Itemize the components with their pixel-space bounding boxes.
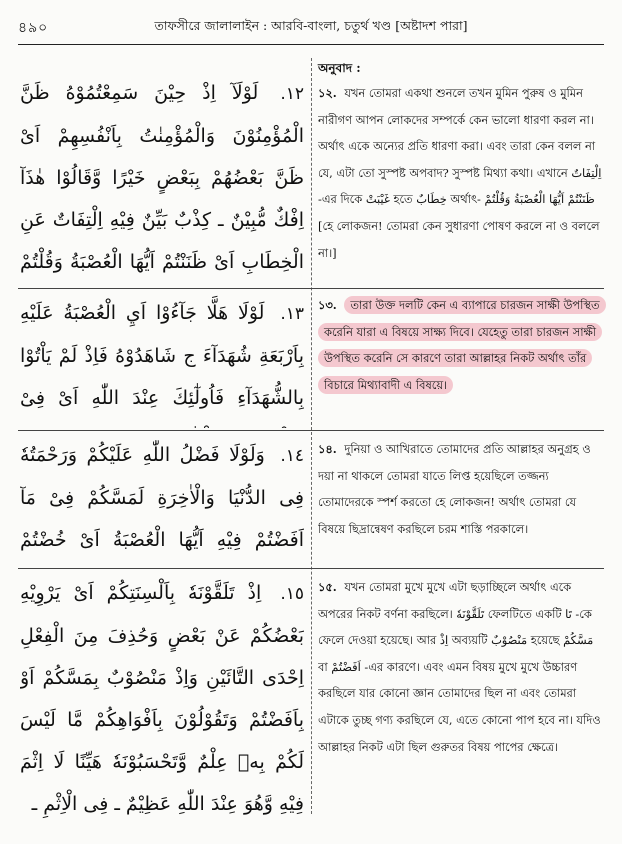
arabic-verse-14 xyxy=(20,434,304,566)
page-header xyxy=(18,16,604,40)
verse-separator xyxy=(18,430,604,431)
column-divider xyxy=(311,58,312,814)
bangla-verse-number: ১৫. xyxy=(318,580,337,594)
verse-separator xyxy=(18,568,604,569)
bangla-verse-number: ১২. xyxy=(318,86,337,100)
bangla-translation-text: দুনিয়া ও আখিরাতে তোমাদের প্রতি আল্লাহর অনুগ্রহ ও দয়া না থাকলে তোমরা যাতে লিপ্ত হয়েছিলে তজ্জন্য তোমাদেরকে স্পর্শ করতো হে লোকজন! অর্থাৎ তোমরা যে বিষয়ে ছিদ্রান্বেষণ করছিলে চরম শাস্তি পরকালে। xyxy=(318,442,591,536)
running-title: তাফসীরে জালালাইন : আরবি-বাংলা, চতুর্থ খণ্ড [অষ্টাদশ পারা] xyxy=(154,18,468,33)
arabic-verse-number: ١٣. xyxy=(280,304,304,324)
arabic-verse-12 xyxy=(20,72,304,280)
bangla-translation-13 xyxy=(318,292,606,428)
arabic-verse-15 xyxy=(20,572,304,822)
arabic-verse-text: لَوْلَا هَلَّا جَآءُوْا اَيِ الْعُصْبَةُ عَلَيْهِ بِاَرْبَعَةِ شُهَدَآءَ ج شَاهَدُوْهُ فَاِذْ لَمْ يَاْتُوْا بِالشُّهَدَآءِ فَاُولٰٓئِكَ عِنْدَ اللّٰهِ اَىْ فِىْ xyxy=(20,302,304,409)
header-rule xyxy=(18,44,604,45)
arabic-verse-13 xyxy=(20,292,304,428)
arabic-verse-text: اِذْ تَلَقَّوْنَهٗ بِاَلْسِنَتِكُمْ اَىْ يَرْوِيْهِ بَعْضُكُمْ عَنْ بَعْضٍ وَحُذِفَ مِنَ الْفِعْلِ اِحْدَى التَّائَيْنِ وَاِذْ مَنْصُوْبٌ بِمَسَّكُمْ اَوْ بِاَفَضْتُمْ وَتَقُوْلُوْنَ بِاَفْوَاهِكُمْ مَّا لَيْسَ لَكُمْ بِهٖ عِلْمٌ وَّتَحْسَبُوْنَهٗ هَيِّنًا لَا اِثْمَ فِيْهِ وَّهُوَ عِنْدَ اللّٰهِ عَظِيْمٌ ـ فِى الْاِثْمِ ـ xyxy=(20,582,304,815)
arabic-verse-text: وَلَوْلَا فَضْلُ اللّٰهِ عَلَيْكُمْ وَرَحْمَتُهٗ فِى الدُّنْيَا وَالْاٰخِرَةِ لَمَسَّكُمْ فِىْ مَآ اَفَضْتُمْ فِيْهِ اَيُّهَا الْعُصْبَةُ اَىْ خُضْتُمْ xyxy=(20,444,304,551)
page-number: ৪৯০ xyxy=(18,20,49,36)
bangla-translation-text: যখন তোমরা মুখে মুখে এটা ছড়াচ্ছিলে অর্থাৎ একে অপরের নিকট বর্ণনা করছিলে। تَلَقَّوْنَهٗ ফেলটিতে একটি تَا -কে ফেলে দেওয়া হয়েছে। আর اِذْ অব্যয়টি مَنْصُوْبٌ হয়েছে مَسَّكُمْ বা اَفَضْتُمْ -এর কারণে। এবং এমন বিষয় মুখে মুখে উচ্চারণ করছিলে যার কোনো জ্ঞান তোমাদের ছিল না এবং তোমরা এটাকে তুচ্ছ গণ্য করছিলে যে, এতে কোনো পাপ হবে না। যদিও আল্লাহর নিকট এটা ছিল গুরুতর বিষয় পাপের ক্ষেত্রে। xyxy=(318,580,601,754)
bangla-translation-15 xyxy=(318,574,606,822)
verse-separator xyxy=(18,288,604,289)
arabic-verse-number: ١٢. xyxy=(280,84,304,104)
bangla-translation-text: যখন তোমরা একথা শুনলে তখন মুমিন পুরুষ ও মুমিন নারীগণ আপন লোকদের সম্পর্কে কেন ভালো ধারণা করল না। অর্থাৎ একে অন্যের প্রতি ধারণা করা। এবং তারা কেন বলল না যে, এটা তো সুস্পষ্ট অপবাদ? সুস্পষ্ট মিথ্যা কথা। এখানে اِلْتِفَاتٌ -এর দিকে غَيْبَتْ হতে خِطَابٌ অর্থাৎ- ظَنَنْتُمْ اَيُّهَا الْعُصْبَةُ وَقُلْتُمْ [হে লোকজন! তোমরা কেন সুধারণা পোষণ করলে না ও বললে না।] xyxy=(318,86,602,260)
arabic-verse-number: ١٥. xyxy=(280,584,304,604)
arabic-verse-number: ١٤. xyxy=(280,446,304,466)
bangla-verse-number: ১৩. xyxy=(318,298,337,312)
translation-heading: অনুবাদ : xyxy=(318,61,361,75)
bangla-translation-12 xyxy=(318,80,606,290)
arabic-verse-text: لَوْلَآ اِذْ حِيْنَ سَمِعْتُمُوْهُ ظَنَّ الْمُؤْمِنُوْنَ وَالْمُؤْمِنٰتُ بِاَنْفُسِهِمْ اَىْ ظَنَّ بَعْضُهُمْ بِبَعْضٍ خَيْرًا وَّقَالُوْا هٰذَآ اِفْكٌ مُّبِيْنٌ ـ كِذْبٌ بَيِّنٌ فِيْهِ اِلْتِفَاتٌ عَنِ الْخِطَابِ اَىْ ظَنَنْتُمْ اَيُّهَا الْعُصْبَةُ وَقُلْتُمْ xyxy=(20,82,304,273)
bangla-translation-14 xyxy=(318,436,606,566)
bangla-verse-number: ১৪. xyxy=(318,442,337,456)
highlighted-translation-text: তারা উক্ত দলটি কেন এ ব্যাপারে চারজন সাক্ষী উপস্থিত করেনি যারা এ বিষয়ে সাক্ষ্য দিবে। যেহেতু তারা চারজন সাক্ষী উপস্থিত করেনি সে কারণে তারা আল্লাহর নিকট অর্থাৎ তাঁর বিচারে মিথ্যাবাদী এ বিষয়ে। xyxy=(318,296,606,394)
